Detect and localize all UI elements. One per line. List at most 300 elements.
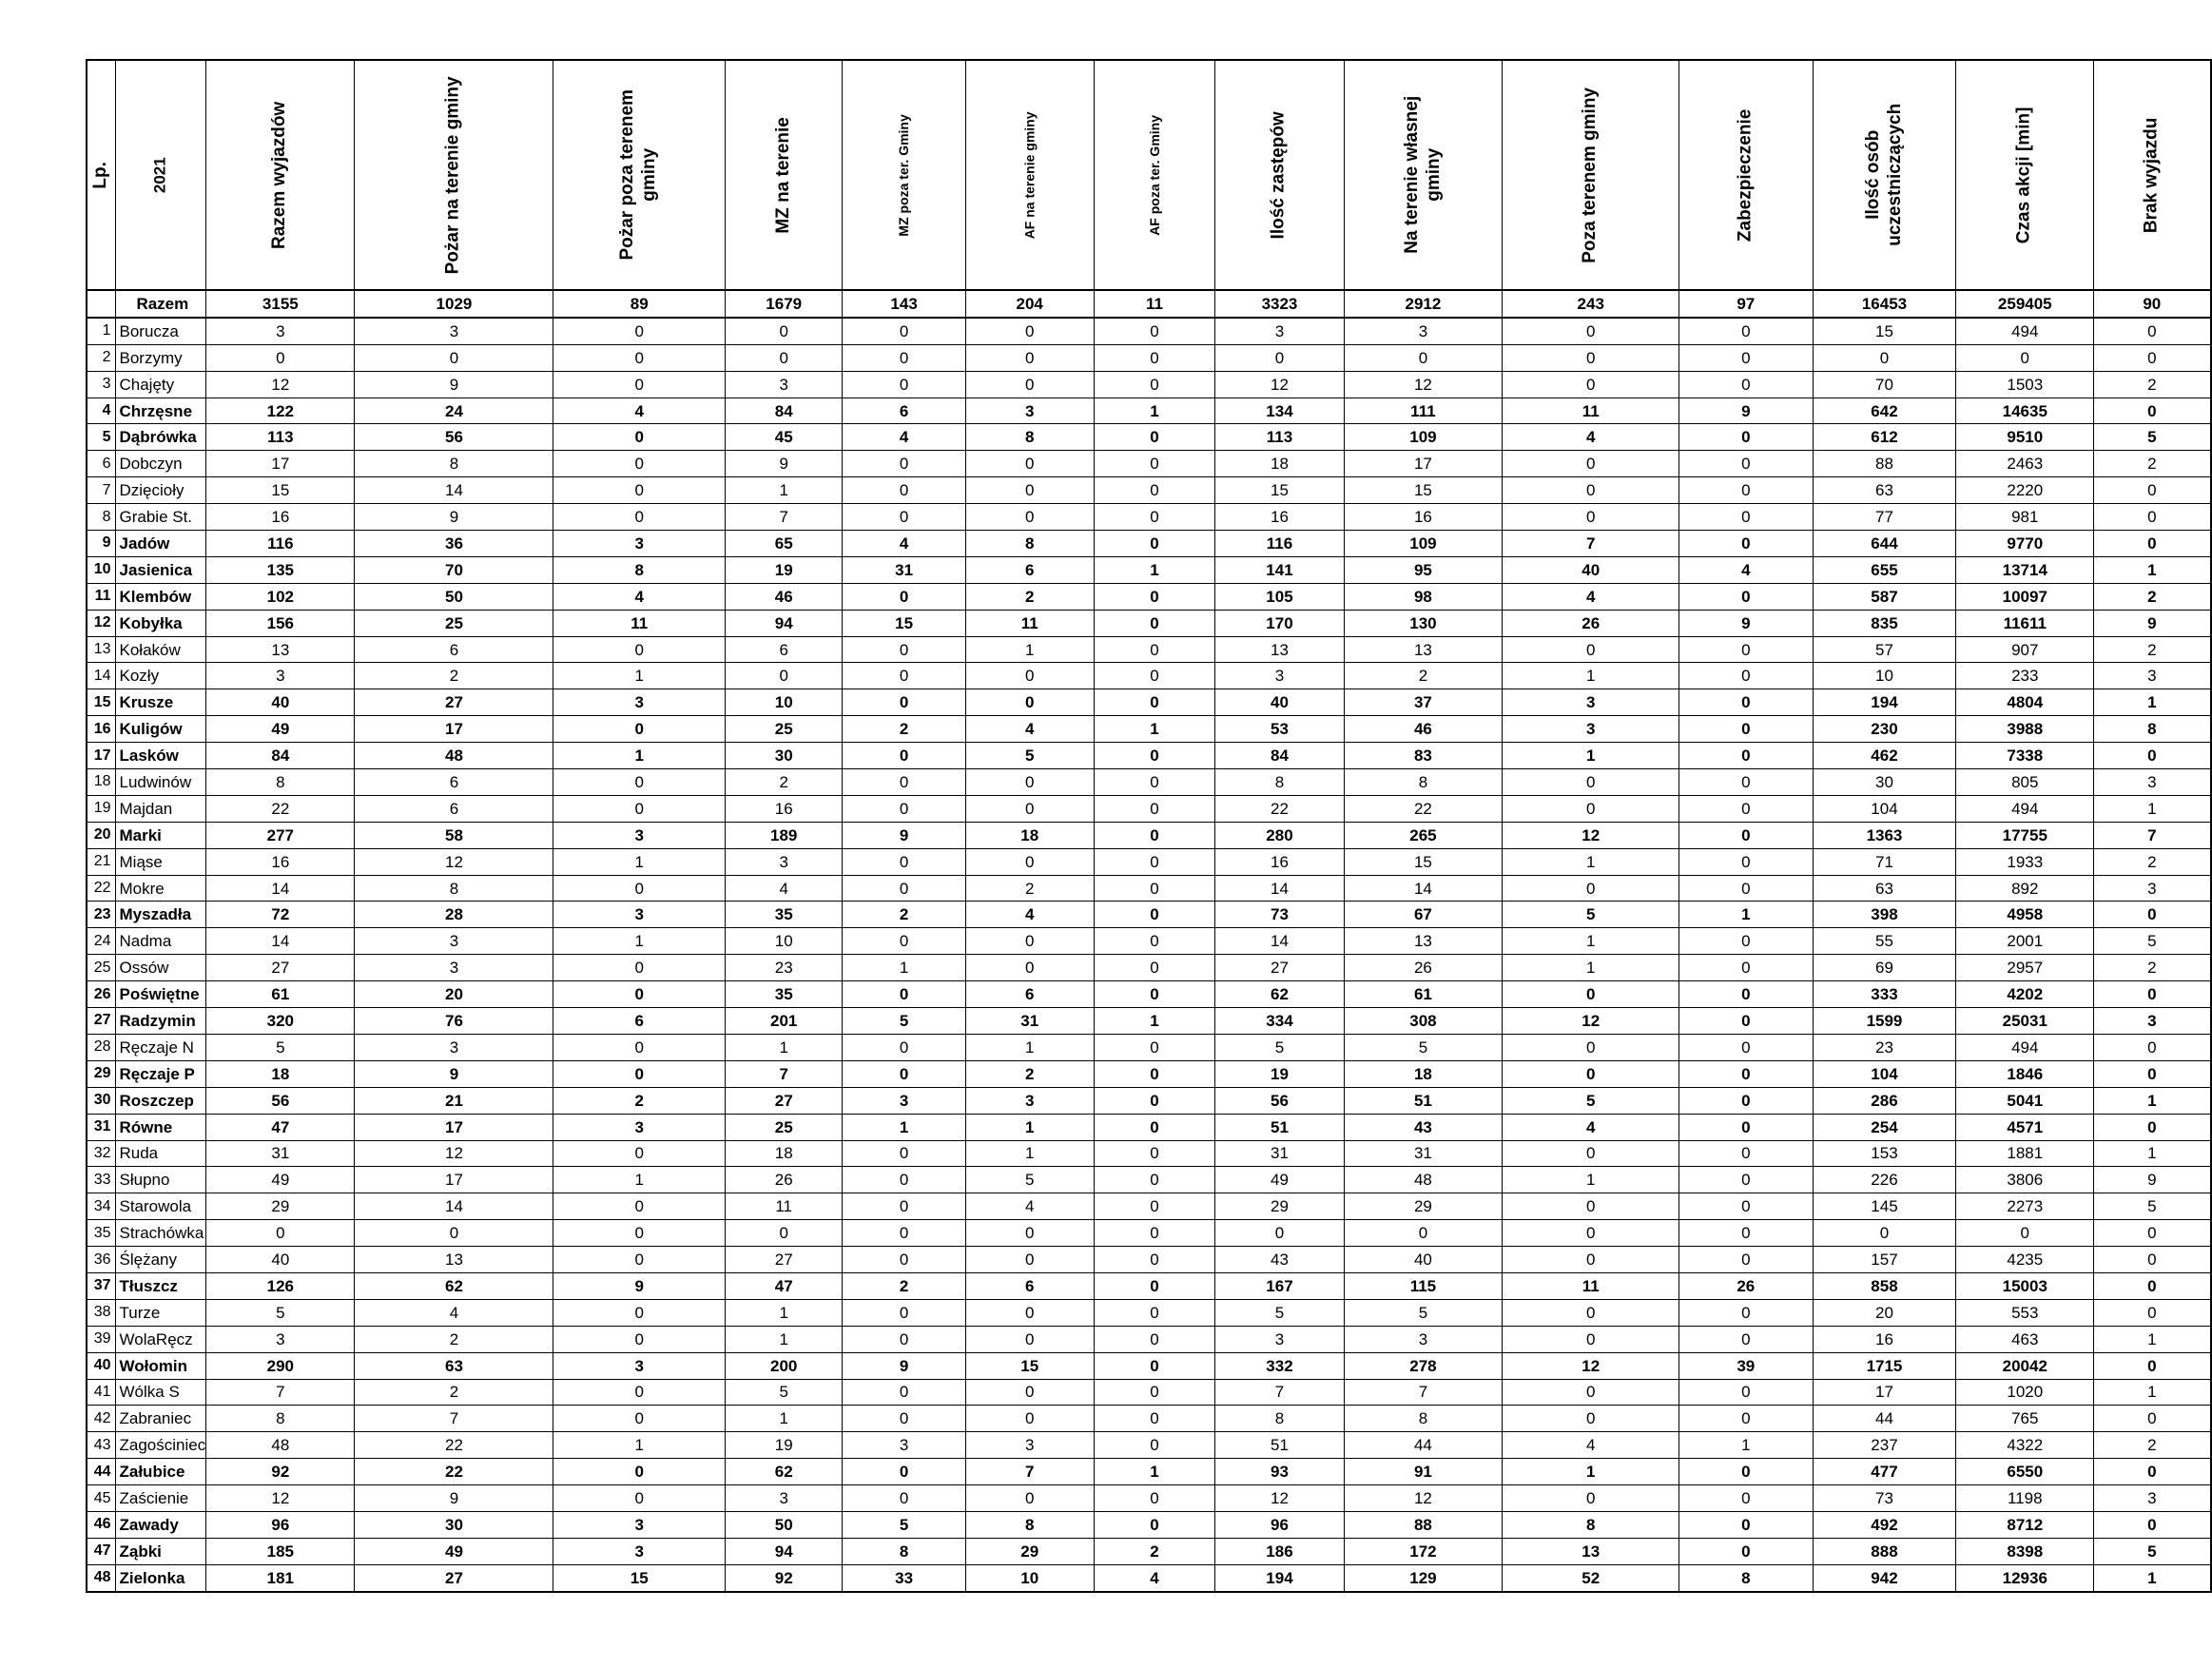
value-cell: 0 [1094,1299,1215,1326]
value-cell: 51 [1215,1432,1344,1459]
value-cell: 5 [2094,1538,2211,1564]
value-cell: 49 [355,1538,553,1564]
value-cell: 73 [1813,1485,1956,1512]
value-cell: 655 [1813,556,1956,583]
value-cell: 463 [1956,1326,2094,1352]
value-cell: 0 [1503,451,1679,477]
value-cell: 0 [843,743,965,769]
value-cell: 0 [2094,1247,2211,1273]
value-cell: 70 [1813,371,1956,398]
value-cell: 0 [2094,531,2211,557]
value-cell: 0 [553,1193,726,1220]
value-cell: 194 [1215,1564,1344,1591]
row-number-cell: 40 [87,1352,115,1379]
value-cell: 0 [553,1247,726,1273]
value-cell: 1 [2094,795,2211,822]
value-cell: 0 [843,344,965,371]
value-cell: 230 [1813,716,1956,743]
value-cell: 40 [1503,556,1679,583]
value-cell: 0 [843,769,965,796]
value-cell: 15 [1813,318,1956,344]
value-cell: 1 [2094,1087,2211,1114]
value-cell: 84 [206,743,355,769]
value-cell: 3155 [206,290,355,318]
row-number-cell: 13 [87,636,115,663]
value-cell: 0 [965,344,1094,371]
value-cell: 57 [1813,636,1956,663]
value-cell: 3806 [1956,1167,2094,1193]
value-cell: 167 [1215,1272,1344,1299]
table-row [87,1220,2211,1247]
value-cell: 0 [2094,477,2211,504]
value-cell: 6 [355,795,553,822]
value-cell: 1 [553,1432,726,1459]
value-cell: 27 [206,955,355,981]
value-cell: 888 [1813,1538,1956,1564]
table-header [87,60,2211,290]
row-name-cell: Kołaków [115,636,206,663]
value-cell: 9 [843,1352,965,1379]
value-cell: 1 [2094,556,2211,583]
value-cell: 7 [725,504,842,531]
value-cell: 8 [1344,769,1503,796]
row-name-cell: Dzięcioły [115,477,206,504]
value-cell: 1 [1094,556,1215,583]
row-number-cell: 33 [87,1167,115,1193]
column-header-label: AF poza ter. Gminy [1146,115,1162,236]
value-cell: 0 [1679,344,1813,371]
table-row [87,1432,2211,1459]
value-cell: 8 [1344,1406,1503,1432]
value-cell: 0 [2094,1511,2211,1538]
value-cell: 0 [1679,504,1813,531]
value-cell: 0 [553,371,726,398]
value-cell: 16 [206,848,355,875]
value-cell: 4 [843,424,965,451]
value-cell: 84 [1215,743,1344,769]
value-cell: 0 [1679,1459,1813,1485]
value-cell: 40 [206,689,355,716]
value-cell: 15 [843,610,965,636]
column-header-label: Ilość osób uczestniczących [1862,104,1905,246]
table-row [87,875,2211,902]
column-header [725,60,842,290]
value-cell: 39 [1679,1352,1813,1379]
value-cell: 6550 [1956,1459,2094,1485]
value-cell: 30 [355,1511,553,1538]
value-cell: 14 [1215,875,1344,902]
value-cell: 0 [843,689,965,716]
value-cell: 0 [553,1379,726,1406]
value-cell: 0 [1094,848,1215,875]
value-cell: 17755 [1956,822,2094,848]
value-cell: 6 [355,769,553,796]
value-cell: 63 [1813,477,1956,504]
value-cell: 1 [1679,902,1813,928]
value-cell: 1 [725,477,842,504]
value-cell: 1 [725,1406,842,1432]
value-cell: 8 [355,451,553,477]
value-cell: 3 [553,1511,726,1538]
value-cell: 1715 [1813,1352,1956,1379]
value-cell: 0 [553,981,726,1008]
value-cell: 7 [206,1379,355,1406]
value-cell: 3 [206,318,355,344]
value-cell: 1 [2094,1140,2211,1167]
column-header-label: Pożar poza terenem gminy [617,89,660,261]
value-cell: 0 [1679,477,1813,504]
value-cell: 0 [1094,1247,1215,1273]
value-cell: 83 [1344,743,1503,769]
value-cell: 18 [1215,451,1344,477]
value-cell: 16 [725,795,842,822]
value-cell: 1881 [1956,1140,2094,1167]
value-cell: 0 [1215,1220,1344,1247]
value-cell: 1 [2094,1379,2211,1406]
value-cell: 0 [2094,1459,2211,1485]
value-cell: 9 [355,1060,553,1087]
value-cell: 12 [1344,1485,1503,1512]
value-cell: 0 [1094,822,1215,848]
row-number-cell: 21 [87,848,115,875]
value-cell: 0 [1679,822,1813,848]
value-cell: 0 [1215,344,1344,371]
value-cell: 0 [2094,398,2211,424]
value-cell: 2 [355,1326,553,1352]
value-cell: 27 [725,1247,842,1273]
table-row [87,848,2211,875]
value-cell: 113 [206,424,355,451]
value-cell: 644 [1813,531,1956,557]
value-cell: 0 [1094,928,1215,955]
value-cell: 6 [355,636,553,663]
value-cell: 0 [2094,981,2211,1008]
value-cell: 105 [1215,583,1344,610]
value-cell: 141 [1215,556,1344,583]
column-header [1344,60,1503,290]
table-row [87,1060,2211,1087]
column-header [1679,60,1813,290]
value-cell: 805 [1956,769,2094,796]
row-number-cell [87,290,115,318]
table-row [87,689,2211,716]
table-row [87,477,2211,504]
value-cell: 13 [355,1247,553,1273]
table-row [87,769,2211,796]
row-name-cell: Starowola [115,1193,206,1220]
total-row [87,290,2211,318]
row-name-cell: Turze [115,1299,206,1326]
value-cell: 3 [2094,769,2211,796]
value-cell: 0 [1679,424,1813,451]
value-cell: 88 [1344,1511,1503,1538]
value-cell: 4 [1094,1564,1215,1591]
value-cell: 51 [1215,1114,1344,1140]
row-name-cell: Ruda [115,1140,206,1167]
row-name-cell: Ręczaje N [115,1034,206,1060]
value-cell: 5 [1344,1299,1503,1326]
value-cell: 0 [553,318,726,344]
row-name-cell: Słupno [115,1167,206,1193]
value-cell: 3 [553,822,726,848]
value-cell: 11 [1094,290,1215,318]
value-cell: 63 [1813,875,1956,902]
value-cell: 0 [843,1379,965,1406]
row-number-cell: 47 [87,1538,115,1564]
value-cell: 0 [553,795,726,822]
value-cell: 3323 [1215,290,1344,318]
value-cell: 67 [1344,902,1503,928]
value-cell: 8 [355,875,553,902]
value-cell: 45 [725,424,842,451]
value-cell: 116 [1215,531,1344,557]
row-name-cell: Chajęty [115,371,206,398]
value-cell: 115 [1344,1272,1503,1299]
value-cell: 0 [843,1167,965,1193]
value-cell: 12 [1503,1352,1679,1379]
value-cell: 1 [1503,955,1679,981]
table-row [87,902,2211,928]
value-cell: 5041 [1956,1087,2094,1114]
value-cell: 9 [725,451,842,477]
value-cell: 5 [2094,1193,2211,1220]
row-number-cell: 12 [87,610,115,636]
value-cell: 0 [725,1220,842,1247]
value-cell: 0 [1503,477,1679,504]
value-cell: 5 [843,1008,965,1035]
value-cell: 2 [965,1060,1094,1087]
value-cell: 14 [1344,875,1503,902]
value-cell: 11 [965,610,1094,636]
table-row [87,1247,2211,1273]
value-cell: 5 [206,1299,355,1326]
value-cell: 44 [1813,1406,1956,1432]
value-cell: 12 [1503,1008,1679,1035]
value-cell: 1 [965,636,1094,663]
value-cell: 14635 [1956,398,2094,424]
value-cell: 7 [965,1459,1094,1485]
value-cell: 143 [843,290,965,318]
row-number-cell: 10 [87,556,115,583]
value-cell: 49 [206,716,355,743]
value-cell: 18 [725,1140,842,1167]
row-number-cell: 6 [87,451,115,477]
value-cell: 3 [553,531,726,557]
value-cell: 8 [553,556,726,583]
value-cell: 8712 [1956,1511,2094,1538]
value-cell: 0 [1679,689,1813,716]
value-cell: 29 [965,1538,1094,1564]
row-number-cell: 32 [87,1140,115,1167]
value-cell: 0 [1813,344,1956,371]
value-cell: 0 [1679,1538,1813,1564]
value-cell: 51 [1344,1087,1503,1114]
row-name-cell: Ludwinów [115,769,206,796]
value-cell: 0 [843,451,965,477]
row-name-cell: Zawady [115,1511,206,1538]
row-name-cell: Mokre [115,875,206,902]
value-cell: 185 [206,1538,355,1564]
value-cell: 0 [843,504,965,531]
value-cell: 1 [553,1167,726,1193]
value-cell: 8 [965,424,1094,451]
value-cell: 4 [553,398,726,424]
value-cell: 77 [1813,504,1956,531]
value-cell: 765 [1956,1406,2094,1432]
value-cell: 12 [1503,822,1679,848]
row-name-cell: Załubice [115,1459,206,1485]
value-cell: 15 [1344,848,1503,875]
value-cell: 1 [1094,716,1215,743]
value-cell: 194 [1813,689,1956,716]
value-cell: 0 [1679,1299,1813,1326]
value-cell: 0 [553,716,726,743]
value-cell: 0 [965,928,1094,955]
value-cell: 9 [355,1485,553,1512]
value-cell: 0 [1679,583,1813,610]
value-cell: 40 [206,1247,355,1273]
value-cell: 0 [553,1459,726,1485]
value-cell: 3 [1503,716,1679,743]
column-header [553,60,726,290]
column-header-label: MZ na terenie [772,116,793,234]
row-number-cell: 37 [87,1272,115,1299]
column-header [2094,60,2211,290]
value-cell: 1 [553,848,726,875]
value-cell: 11 [553,610,726,636]
table-row [87,1114,2211,1140]
value-cell: 0 [965,1299,1094,1326]
value-cell: 0 [843,663,965,689]
value-cell: 14 [206,875,355,902]
value-cell: 1 [1094,398,1215,424]
value-cell: 0 [843,1459,965,1485]
value-cell: 20042 [1956,1352,2094,1379]
value-cell: 3 [355,1034,553,1060]
value-cell: 9 [1679,610,1813,636]
value-cell: 4235 [1956,1247,2094,1273]
value-cell: 308 [1344,1008,1503,1035]
value-cell: 0 [1503,636,1679,663]
row-number-cell: 44 [87,1459,115,1485]
row-name-cell: Kuligów [115,716,206,743]
row-name-cell: Klembów [115,583,206,610]
value-cell: 3 [2094,1008,2211,1035]
value-cell: 4958 [1956,902,2094,928]
value-cell: 2 [2094,636,2211,663]
value-cell: 0 [1679,1406,1813,1432]
column-header [1813,60,1956,290]
value-cell: 2 [2094,451,2211,477]
value-cell: 0 [1094,981,1215,1008]
column-header [1956,60,2094,290]
value-cell: 3 [206,663,355,689]
value-cell: 8398 [1956,1538,2094,1564]
column-header-label: Na terenie własnej gminy [1401,96,1444,254]
value-cell: 0 [1679,1060,1813,1087]
value-cell: 3 [1344,1326,1503,1352]
value-cell: 3 [843,1087,965,1114]
value-cell: 135 [206,556,355,583]
table-row [87,636,2211,663]
value-cell: 1 [553,743,726,769]
value-cell: 0 [843,848,965,875]
value-cell: 56 [1215,1087,1344,1114]
row-number-cell: 39 [87,1326,115,1352]
value-cell: 477 [1813,1459,1956,1485]
value-cell: 0 [843,875,965,902]
table-row [87,955,2211,981]
value-cell: 0 [1679,1087,1813,1114]
value-cell: 0 [1503,1060,1679,1087]
value-cell: 70 [355,556,553,583]
value-cell: 332 [1215,1352,1344,1379]
value-cell: 25 [355,610,553,636]
value-cell: 47 [206,1114,355,1140]
value-cell: 0 [1679,531,1813,557]
value-cell: 8 [965,531,1094,557]
value-cell: 48 [206,1432,355,1459]
value-cell: 0 [843,1247,965,1273]
value-cell: 30 [725,743,842,769]
value-cell: 0 [965,1485,1094,1512]
value-cell: 4 [1503,1432,1679,1459]
value-cell: 0 [725,344,842,371]
value-cell: 0 [1503,1140,1679,1167]
value-cell: 3 [1215,1326,1344,1352]
table-row [87,344,2211,371]
value-cell: 0 [553,424,726,451]
value-cell: 243 [1503,290,1679,318]
value-cell: 3 [1215,663,1344,689]
row-number-cell: 14 [87,663,115,689]
value-cell: 89 [553,290,726,318]
value-cell: 8 [1215,1406,1344,1432]
value-cell: 0 [1679,1140,1813,1167]
value-cell: 0 [553,1406,726,1432]
value-cell: 0 [1956,1220,2094,1247]
value-cell: 3 [725,1485,842,1512]
value-cell: 0 [1813,1220,1956,1247]
table-row [87,1379,2211,1406]
value-cell: 226 [1813,1167,1956,1193]
value-cell: 320 [206,1008,355,1035]
value-cell: 642 [1813,398,1956,424]
value-cell: 15 [206,477,355,504]
value-cell: 907 [1956,636,2094,663]
value-cell: 53 [1215,716,1344,743]
value-cell: 0 [206,344,355,371]
value-cell: 494 [1956,795,2094,822]
row-number-cell: 41 [87,1379,115,1406]
value-cell: 0 [1679,451,1813,477]
value-cell: 0 [553,1326,726,1352]
value-cell: 2 [2094,371,2211,398]
row-number-cell: 30 [87,1087,115,1114]
value-cell: 462 [1813,743,1956,769]
value-cell: 0 [1094,610,1215,636]
value-cell: 0 [1679,1220,1813,1247]
value-cell: 73 [1215,902,1344,928]
value-cell: 11611 [1956,610,2094,636]
value-cell: 47 [725,1272,842,1299]
value-cell: 8 [1215,769,1344,796]
column-header-label: Razem wyjazdów [269,101,290,249]
value-cell: 37 [1344,689,1503,716]
value-cell: 46 [725,583,842,610]
value-cell: 0 [843,371,965,398]
value-cell: 1933 [1956,848,2094,875]
